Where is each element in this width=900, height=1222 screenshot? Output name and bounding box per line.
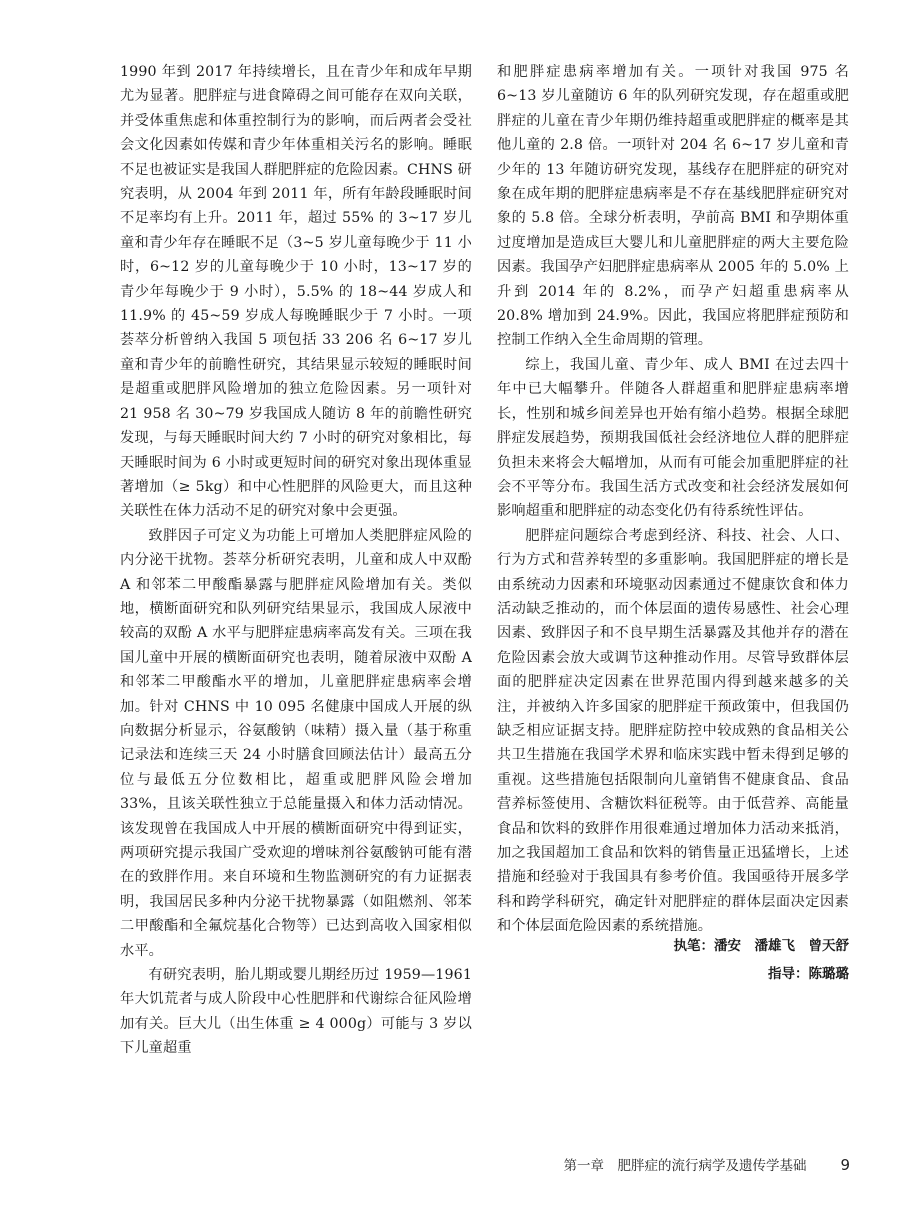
- body-paragraph: 致胖因子可定义为功能上可增加人类肥胖症风险的内分泌干扰物。荟萃分析研究表明，儿童和成人中双酚 A 和邻苯二甲酸酯暴露与肥胖症风险增加有关。类似地，横断面研究和队列研究结果显示，我国成人尿液中较高的双酚 A 水平与肥胖症患病率高发有关。三项在我国儿童中开展的横断面研究也表明，随着尿液中双酚 A 和邻苯二甲酸酯水平的增加，儿童肥胖症患病率会增加。针对 CHNS 中 10 095 名健康中国成人开展的纵向数据分析显示，谷氨酸钠（味精）摄入量（基于称重记录法和连续三天 24 小时膳食回顾法估计）最高五分位与最低五分位数相比，超重或肥胖风险会增加 33%，且该关联性独立于总能量摄入和体力活动情况。该发现曾在我国成人中开展的横断面研究中得到证实，两项研究提示我国广受欢迎的增味剂谷氨酸钠可能有潜在的致胖作用。来自环境和生物监测研究的有力证据表明，我国居民多种内分泌干扰物暴露（如阻燃剂、邻苯二甲酸酯和全氟烷基化合物等）已达到高收入国家相似水平。: [120, 527, 472, 959]
- author-credits: [497, 932, 849, 988]
- chapter-title: 第一章 肥胖症的流行病学及遗传学基础: [563, 1158, 807, 1174]
- body-paragraph: 1990 年到 2017 年持续增长，且在青少年和成年早期尤为显著。肥胖症与进食障碍之间可能存在双向关联，并受体重焦虑和体重控制行为的影响，而后两者会受社会文化因素如传媒和青少年体重相关污名的影响。睡眠不足也被证实是我国人群肥胖症的危险因素。CHNS 研究表明，从 2004 年到 2011 年，所有年龄段睡眠时间不足率均有上升。2011 年，超过 55% 的 3~17 岁儿童和青少年存在睡眠不足（3~5 岁儿童每晚少于 11 小时，6~12 岁的儿童每晚少于 10 小时，13~17 岁的青少年每晚少于 9 小时），5.5% 的 18~44 岁成人和 11.9% 的 45~59 岁成人每晚睡眠少于 7 小时。一项荟萃分析曾纳入我国 5 项包括 33 206 名 6~17 岁儿童和青少年的前瞻性研究，其结果显示较短的睡眠时间是超重或肥胖风险增加的独立危险因素。另一项针对 21 958 名 30~79 岁我国成人随访 8 年的前瞻性研究发现，与每天睡眠时间大约 7 小时的研究对象相比，每天睡眠时间为 6 小时或更短时间的研究对象出现体重显著增加（≥ 5kg）和中心性肥胖的风险更大，而且这种关联性在体力活动不足的研究对象中会更强。: [120, 64, 472, 520]
- body-paragraph: 有研究表明，胎儿期或婴儿期经历过 1959—1961 年大饥荒者与成人阶段中心性肥胖和代谢综合征风险增加有关。巨大儿（出生体重 ≥ 4 000g）可能与 3 岁以下儿童超重: [120, 967, 472, 1057]
- left-text-column: [120, 60, 472, 1061]
- body-paragraph: 肥胖症问题综合考虑到经济、科技、社会、人口、行为方式和营养转型的多重影响。我国肥胖症的增长是由系统动力因素和环境驱动因素通过不健康饮食和体力活动缺乏推动的，而个体层面的遗传易感性、社会心理因素、致胖因子和不良早期生活暴露及其他并存的潜在危险因素会放大或调节这种推动作用。尽管导致群体层面的肥胖症决定因素在世界范围内得到越来越多的关注，并被纳入许多国家的肥胖症干预政策中，但我国仍缺乏相应证据支持。肥胖症防控中较成熟的食品相关公共卫生措施在我国学术界和临床实践中暂未得到足够的重视。这些措施包括限制向儿童销售不健康食品、食品营养标签使用、含糖饮料征税等。由于低营养、高能量食品和饮料的致胖作用很难通过增加体力活动来抵消，加之我国超加工食品和饮料的销售量正迅猛增长，上述措施和经验对于我国具有参考价值。我国亟待开展多学科和跨学科研究，确定针对肥胖症的群体层面决定因素和个体层面危险因素的系统措施。: [497, 527, 849, 935]
- advisor-line: 指导：陈璐璐: [768, 966, 849, 982]
- page-footer: [460, 1154, 850, 1174]
- page-number: 9: [840, 1156, 850, 1174]
- author-line: 执笔：潘安 潘雄飞 曾天舒: [673, 938, 849, 954]
- body-paragraph: 综上，我国儿童、青少年、成人 BMI 在过去四十年中已大幅攀升。伴随各人群超重和肥胖症患病率增长，性别和城乡间差异也开始有缩小趋势。根据全球肥胖症发展趋势，预期我国低社会经济地位人群的肥胖症负担未来将会大幅增加，从而有可能会加重肥胖症的社会不平等分布。我国生活方式改变和社会经济发展如何影响超重和肥胖症的动态变化仍有待系统性评估。: [497, 356, 849, 520]
- right-text-column: [497, 60, 849, 939]
- body-paragraph: 和肥胖症患病率增加有关。一项针对我国 975 名 6~13 岁儿童随访 6 年的队列研究发现，存在超重或肥胖症的儿童在青少年期仍维持超重或肥胖症的概率是其他儿童的 2.8 倍。一项针对 204 名 6~17 岁儿童和青少年的 13 年随访研究发现，基线存在肥胖症的研究对象在成年期的肥胖症患病率是不存在基线肥胖症研究对象的 5.8 倍。全球分析表明，孕前高 BMI 和孕期体重过度增加是造成巨大婴儿和儿童肥胖症的两大主要危险因素。我国孕产妇肥胖症患病率从 2005 年的 5.0% 上升到 2014 年的 8.2%，而孕产妇超重患病率从 20.8% 增加到 24.9%。因此，我国应将肥胖症预防和控制工作纳入全生命周期的管理。: [497, 64, 849, 349]
